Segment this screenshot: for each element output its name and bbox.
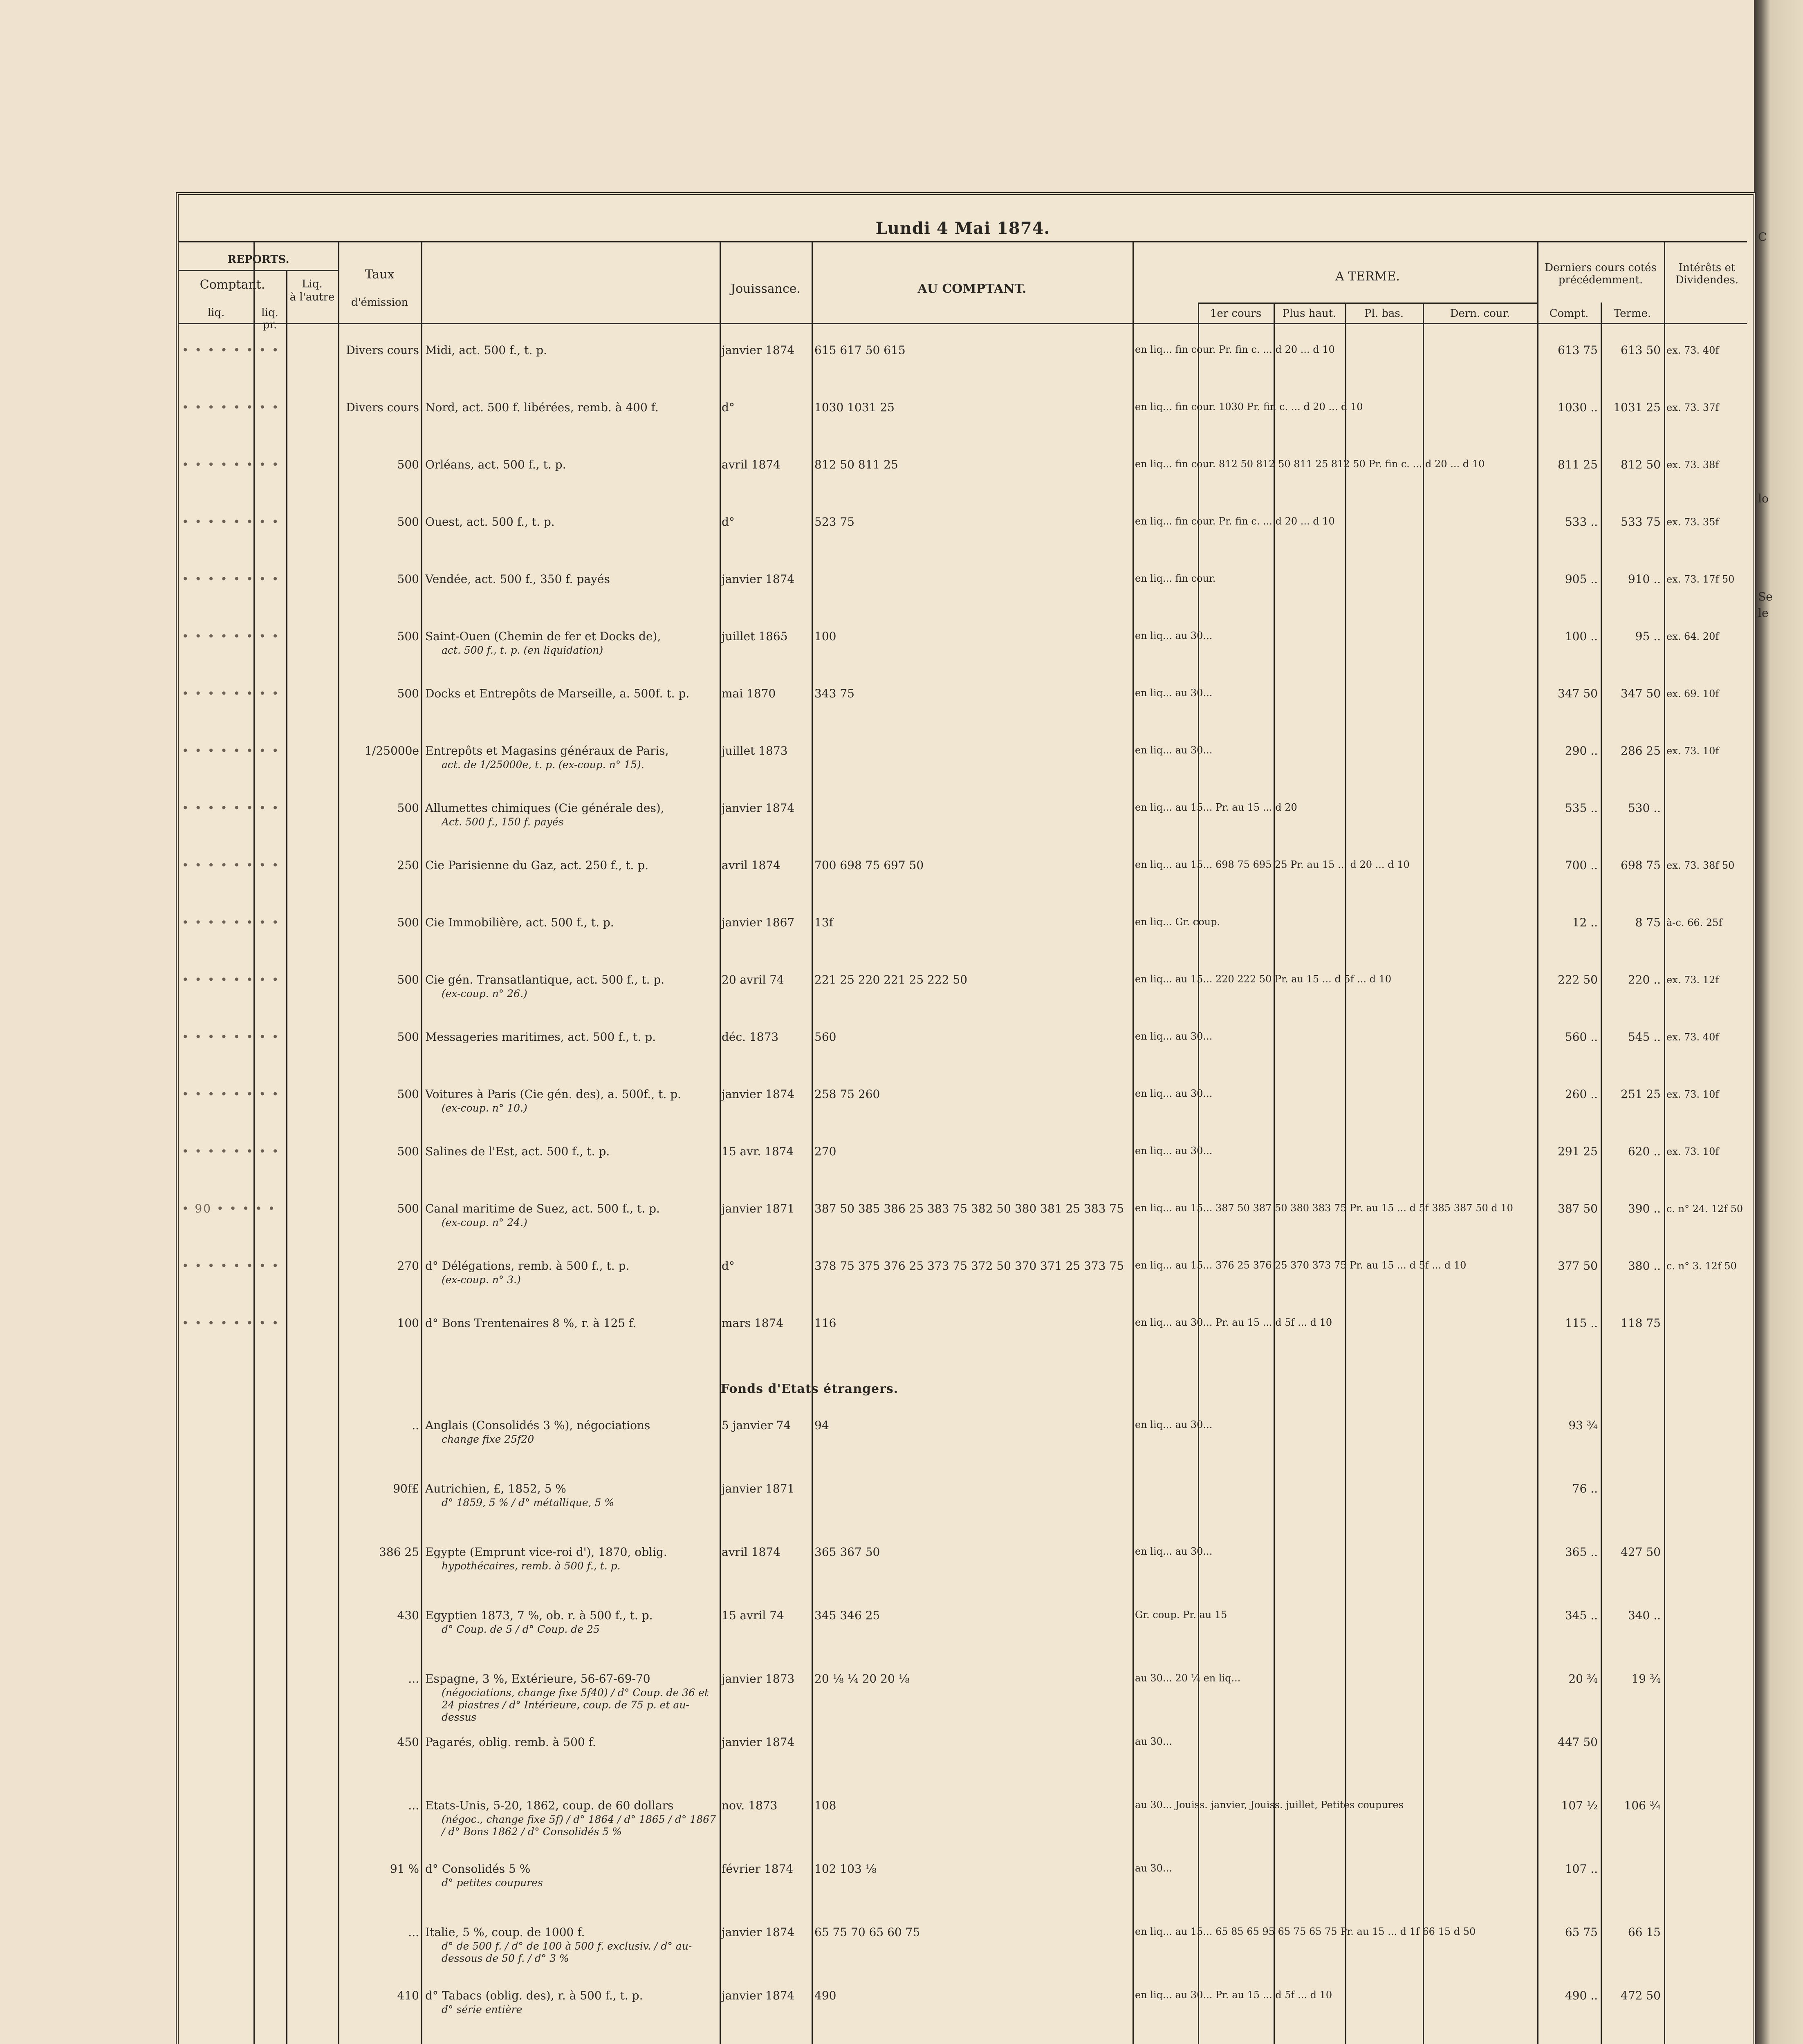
row-name: d° Bons Trentenaires 8 %, r. à 125 f. [425,1316,637,1330]
row-terme: en liq... au 15... 387 50 387 50 380 383 75 Pr. au 15 ... d 5f 385 387 50 d 10 [1135,1202,1513,1214]
row-jouissance: janvier 1867 [722,916,795,929]
fonds-row-taux: ... [408,1925,419,1939]
row-reports: • • • • • • • • [182,1087,280,1101]
fonds-row-terme: au 30... [1135,1862,1172,1874]
row-interets: ex. 73. 10f [1666,1146,1719,1157]
row-reports: • • • • • • • • [182,1316,280,1330]
fonds-row-sub: d° série entière [442,2004,523,2015]
row-terme: en liq... au 30... [1135,1031,1213,1042]
row-prev-compt: 260 .. [1565,1087,1598,1101]
dernier-cours-header: Dern. cour. [1450,307,1510,320]
row-taux: 500 [397,1030,419,1044]
col-rule [421,241,422,2044]
col-rule [338,241,339,2044]
row-prev-terme: 347 50 [1621,687,1661,700]
fonds-row-taux: 90f£ [393,1482,419,1495]
row-taux: 500 [397,1087,419,1101]
fonds-row-name: Espagne, 3 %, Extérieure, 56-67-69-70 [425,1672,650,1685]
row-reports: • • • • • • • • [182,916,280,929]
row-reports: • • • • • • • • [182,401,280,414]
fonds-row-jouissance: janvier 1874 [722,1925,795,1939]
fonds-row-jouissance: 5 janvier 74 [722,1419,791,1432]
row-prev-terme: 620 .. [1628,1145,1661,1158]
row-prev-terme: 910 .. [1628,572,1661,586]
fonds-row-prev-terme: 472 50 [1621,1989,1661,2002]
row-prev-compt: 613 75 [1558,343,1598,357]
fonds-row-terme: en liq... au 30... [1135,1546,1213,1557]
row-reports: • • • • • • • • [182,687,280,700]
row-comptant: 812 50 811 25 [814,458,898,471]
row-interets: ex. 73. 40f [1666,1031,1719,1043]
fonds-row-sub: d° 1859, 5 % / d° métallique, 5 % [442,1497,614,1508]
row-prev-compt: 222 50 [1558,973,1598,986]
fonds-row-terme: au 30... [1135,1736,1172,1747]
row-prev-compt: 387 50 [1558,1202,1598,1215]
row-comptant: 343 75 [814,687,854,700]
fonds-row-taux: 386 25 [379,1545,419,1559]
row-terme: en liq... au 30... Pr. au 15 ... d 5f ... d 10 [1135,1317,1332,1328]
row-comptant: 560 [814,1030,836,1044]
row-sub: (ex-coup. n° 24.) [442,1217,527,1228]
row-prev-compt: 290 .. [1565,744,1598,758]
premier-cours-header: 1er cours [1210,307,1262,320]
fonds-row-prev-compt: 447 50 [1558,1735,1598,1749]
col-rule [720,241,721,2044]
fonds-row-sub: d° petites coupures [442,1877,543,1889]
row-name: Messageries maritimes, act. 500 f., t. p. [425,1030,656,1044]
row-name: Midi, act. 500 f., t. p. [425,343,547,357]
row-interets: ex. 73. 38f 50 [1666,860,1735,871]
fonds-row-terme: Gr. coup. Pr. au 15 [1135,1609,1227,1620]
row-prev-compt: 115 .. [1565,1316,1598,1330]
row-prev-compt: 905 .. [1565,572,1598,586]
row-terme: en liq... au 15... 698 75 695 25 Pr. au 15 ... d 20 ... d 10 [1135,859,1410,870]
row-prev-terme: 380 .. [1628,1259,1661,1273]
row-taux: 270 [397,1259,419,1273]
fonds-row-sub: hypothécaires, remb. à 500 f., t. p. [442,1560,621,1572]
row-jouissance: janvier 1874 [722,343,795,357]
row-taux: Divers cours [346,343,419,357]
fonds-row-comptant: 102 103 ⅛ [814,1862,877,1876]
row-jouissance: d° [722,401,735,414]
row-interets: ex. 64. 20f [1666,631,1719,642]
row-name: Entrepôts et Magasins généraux de Paris, [425,744,669,758]
fonds-row-prev-terme: 66 15 [1628,1925,1661,1939]
row-interets: à-c. 66. 25f [1666,917,1722,928]
fonds-row-taux: 430 [397,1609,419,1622]
row-sub: (ex-coup. n° 10.) [442,1102,527,1114]
liq-short-header: liq. [207,307,225,319]
row-taux: 500 [397,515,419,529]
fonds-row-taux: 410 [397,1989,419,2002]
fonds-row-sub: d° de 500 f. / d° de 100 à 500 f. exclusiv. / d° au-dessous de 50 f. / d° 3 % [442,1940,692,1964]
liq-header: Liq. [302,278,323,290]
row-taux: 500 [397,973,419,986]
page-title: Lundi 4 Mai 1874. [875,219,1050,238]
row-comptant: 221 25 220 221 25 222 50 [814,973,968,986]
fonds-row-prev-compt: 20 ¾ [1568,1672,1598,1685]
row-interets: ex. 73. 35f [1666,516,1719,528]
row-terme: en liq... au 30... [1135,744,1213,756]
row-terme: en liq... au 15... 220 222 50 Pr. au 15 ... d 5f ... d 10 [1135,973,1392,985]
row-prev-terme: 1031 25 [1613,401,1661,414]
row-name: Vendée, act. 500 f., 350 f. payés [425,572,610,586]
row-jouissance: 20 avril 74 [722,973,784,986]
col-rule [1423,303,1424,2044]
row-prev-compt: 533 .. [1565,515,1598,529]
fonds-row-terme: en liq... au 15... 65 85 65 95 65 75 65 75 Pr. au 15 ... d 1f 66 15 d 50 [1135,1926,1476,1937]
row-taux: 500 [397,572,419,586]
row-comptant: 615 617 50 615 [814,343,906,357]
taux-header: Taux [365,267,395,282]
fonds-row-jouissance: nov. 1873 [722,1799,778,1812]
fonds-row-terme: au 30... 20 ¼ en liq... [1135,1672,1241,1684]
fonds-row-prev-terme: 106 ¾ [1624,1799,1661,1812]
fonds-row-terme: en liq... au 30... [1135,1419,1213,1430]
terme-header: Terme. [1613,307,1651,320]
fonds-row-name: Italie, 5 %, coup. de 1000 f. [425,1925,585,1939]
fonds-row-prev-compt: 76 .. [1572,1482,1598,1495]
row-terme: en liq... au 30... [1135,1145,1213,1156]
section-fonds-etrangers: Fonds d'Etats étrangers. [720,1382,899,1396]
row-interets: ex. 73. 17f 50 [1666,574,1735,585]
fonds-row-taux: ... [408,1672,419,1685]
row-name: Voitures à Paris (Cie gén. des), a. 500f., t. p. [425,1087,682,1101]
a-terme-header: A TERME. [1335,269,1400,284]
row-interets: c. n° 3. 12f 50 [1666,1260,1737,1272]
row-name: Docks et Entrepôts de Marseille, a. 500f. t. p. [425,687,690,700]
row-interets: ex. 69. 10f [1666,688,1719,699]
fonds-row-prev-compt: 345 .. [1565,1609,1598,1622]
fonds-row-taux: ... [408,1799,419,1812]
row-name: Allumettes chimiques (Cie générale des), [425,801,664,815]
fonds-row-comptant: 20 ⅛ ¼ 20 20 ⅛ [814,1672,910,1685]
row-reports: • • • • • • • • [182,858,280,872]
fonds-row-jouissance: janvier 1873 [722,1672,795,1685]
row-comptant: 100 [814,630,836,643]
row-prev-terme: 118 75 [1621,1316,1661,1330]
fonds-row-jouissance: janvier 1871 [722,1482,795,1495]
row-comptant: 258 75 260 [814,1087,880,1101]
derniers-cours-header: Derniers cours cotés précédemment. [1545,262,1657,286]
col-rule [253,241,255,2044]
row-prev-terme: 613 50 [1621,343,1661,357]
row-name: Cie Parisienne du Gaz, act. 250 f., t. p. [425,858,649,872]
row-jouissance: janvier 1871 [722,1202,795,1215]
row-prev-terme: 530 .. [1628,801,1661,815]
reports-header: REPORTS. [227,253,289,266]
col-rule [1198,303,1199,2044]
row-reports: • • • • • • • • [182,973,280,986]
row-taux: 500 [397,630,419,643]
pl-bas-header: Pl. bas. [1364,307,1404,320]
fonds-row-name: d° Tabacs (oblig. des), r. à 500 f., t. p. [425,1989,643,2002]
interets-header: Intérêts et Dividendes. [1675,262,1739,286]
taux-sub-header: d'émission [351,296,408,309]
liq-pr-header: liq. pr. [261,307,278,331]
row-prev-terme: 8 75 [1635,916,1661,929]
fonds-row-jouissance: 15 avril 74 [722,1609,784,1622]
row-name: Saint-Ouen (Chemin de fer et Docks de), [425,630,661,643]
row-prev-compt: 347 50 [1558,687,1598,700]
compt-header: Compt. [1549,307,1589,320]
row-comptant: 1030 1031 25 [814,401,895,414]
fonds-row-sub: d° Coup. de 5 / d° Coup. de 25 [442,1623,600,1635]
col-rule [1132,241,1134,2044]
row-reports: • • • • • • • • [182,744,280,758]
row-jouissance: mai 1870 [722,687,776,700]
row-taux: 1/25000e [365,744,419,758]
fonds-row-sub: (négoc., change fixe 5f) / d° 1864 / d° 1865 / d° 1867 / d° Bons 1862 / d° Consolidés 5 % [442,1813,716,1838]
fonds-row-prev-compt: 93 ¾ [1568,1419,1598,1432]
row-terme: en liq... fin cour. Pr. fin c. ... d 20 ... d 10 [1135,515,1335,527]
row-jouissance: avril 1874 [722,458,780,471]
fonds-row-terme: au 30... Jouiss. janvier, Jouiss. juillet, Petites coupures [1135,1799,1404,1811]
row-prev-compt: 535 .. [1565,801,1598,815]
row-interets: ex. 73. 37f [1666,402,1719,413]
row-terme: en liq... fin cour. Pr. fin c. ... d 20 ... d 10 [1135,344,1335,355]
row-jouissance: 15 avr. 1874 [722,1145,794,1158]
fonds-row-name: Autrichien, £, 1852, 5 % [425,1482,566,1495]
row-prev-terme: 545 .. [1628,1030,1661,1044]
fonds-row-name: Etats-Unis, 5-20, 1862, coup. de 60 dollars [425,1799,674,1812]
row-reports: • • • • • • • • [182,1030,280,1044]
row-terme: en liq... fin cour. 812 50 812 50 811 25 812 50 Pr. fin c. ... d 20 ... d 10 [1135,458,1485,470]
fonds-row-sub: change fixe 25f20 [442,1433,534,1445]
fonds-row-prev-terme: 19 ¾ [1631,1672,1661,1685]
fonds-row-taux: 450 [397,1735,419,1749]
fonds-row-jouissance: avril 1874 [722,1545,780,1559]
row-jouissance: juillet 1865 [722,630,788,643]
row-taux: 250 [397,858,419,872]
row-taux: 500 [397,1145,419,1158]
fonds-row-jouissance: janvier 1874 [722,1989,795,2002]
fonds-row-prev-compt: 107 ½ [1561,1799,1598,1812]
row-taux: 500 [397,687,419,700]
row-interets: ex. 73. 38f [1666,459,1719,471]
fonds-row-jouissance: février 1874 [722,1862,794,1876]
col-rule [1664,241,1665,2044]
row-reports: • • • • • • • • [182,1145,280,1158]
row-taux: 500 [397,458,419,471]
row-jouissance: déc. 1873 [722,1030,779,1044]
row-name: Salines de l'Est, act. 500 f., t. p. [425,1145,610,1158]
row-reports: • • • • • • • • [182,515,280,529]
row-name: Orléans, act. 500 f., t. p. [425,458,566,471]
row-sub: act. de 1/25000e, t. p. (ex-coup. n° 15). [442,759,644,771]
row-comptant: 13f [814,916,833,929]
row-jouissance: juillet 1873 [722,744,788,758]
row-comptant: 387 50 385 386 25 383 75 382 50 380 381 25 383 75 [814,1202,1124,1215]
row-name: Canal maritime de Suez, act. 500 f., t. p. [425,1202,660,1215]
row-interets: c. n° 24. 12f 50 [1666,1203,1743,1215]
row-prev-terme: 220 .. [1628,973,1661,986]
row-comptant: 523 75 [814,515,854,529]
fonds-row-prev-compt: 65 75 [1565,1925,1598,1939]
row-terme: en liq... au 30... [1135,1088,1213,1099]
fonds-row-prev-terme: 427 50 [1621,1545,1661,1559]
col-rule [286,270,287,2044]
row-prev-terme: 698 75 [1621,858,1661,872]
row-reports: • • • • • • • • [182,1259,280,1273]
row-prev-compt: 12 .. [1572,916,1598,929]
row-reports: • 90 • • • • • [182,1202,276,1215]
row-prev-compt: 700 .. [1565,858,1598,872]
row-name: d° Délégations, remb. à 500 f., t. p. [425,1259,630,1273]
col-rule [1345,303,1346,2044]
row-prev-compt: 377 50 [1558,1259,1598,1273]
row-sub: (ex-coup. n° 3.) [442,1274,521,1286]
plus-haut-header: Plus haut. [1282,307,1337,320]
header-rule-bottom [179,323,1747,324]
fonds-row-comptant: 345 346 25 [814,1609,880,1622]
row-terme: en liq... au 30... [1135,687,1213,699]
row-prev-compt: 560 .. [1565,1030,1598,1044]
fonds-row-terme: en liq... au 30... Pr. au 15 ... d 5f ... d 10 [1135,1989,1332,2001]
row-name: Ouest, act. 500 f., t. p. [425,515,555,529]
row-name: Cie Immobilière, act. 500 f., t. p. [425,916,614,929]
row-terme: en liq... fin cour. [1135,573,1216,584]
fonds-row-taux: 91 % [390,1862,419,1876]
fonds-row-comptant: 108 [814,1799,836,1812]
fonds-row-name: Anglais (Consolidés 3 %), négociations [425,1419,650,1432]
fonds-row-name: Pagarés, oblig. remb. à 500 f. [425,1735,596,1749]
row-comptant: 116 [814,1316,836,1330]
fonds-row-prev-compt: 490 .. [1565,1989,1598,2002]
row-interets: ex. 73. 10f [1666,745,1719,757]
fragment: Se [1758,590,1773,603]
row-taux: 500 [397,1202,419,1215]
row-prev-terme: 533 75 [1621,515,1661,529]
fonds-row-comptant: 365 367 50 [814,1545,880,1559]
row-reports: • • • • • • • • [182,630,280,643]
au-comptant-header: AU COMPTANT. [917,282,1027,296]
fragment: lo [1758,492,1769,505]
row-taux: Divers cours [346,401,419,414]
row-sub: Act. 500 f., 150 f. payés [442,816,564,828]
row-terme: en liq... au 30... [1135,630,1213,641]
row-reports: • • • • • • • • [182,458,280,471]
row-prev-terme: 812 50 [1621,458,1661,471]
row-terme: en liq... fin cour. 1030 Pr. fin c. ... d 20 ... d 10 [1135,401,1363,412]
row-interets: ex. 73. 10f [1666,1089,1719,1100]
row-interets: ex. 73. 12f [1666,974,1719,986]
fonds-row-comptant: 65 75 70 65 60 75 [814,1925,920,1939]
row-name: Cie gén. Transatlantique, act. 500 f., t. p. [425,973,665,986]
fonds-row-name: d° Consolidés 5 % [425,1862,531,1876]
fonds-row-prev-compt: 365 .. [1565,1545,1598,1559]
row-comptant: 270 [814,1145,836,1158]
reports-rule [179,270,338,271]
fonds-row-taux: .. [412,1419,419,1432]
fonds-row-name: Egyptien 1873, 7 %, ob. r. à 500 f., t. p. [425,1609,653,1622]
row-interets: ex. 73. 40f [1666,345,1719,356]
row-jouissance: d° [722,1259,735,1273]
row-prev-compt: 1030 .. [1558,401,1598,414]
terme-rule [1198,303,1537,304]
col-rule [1537,241,1538,2044]
row-terme: en liq... au 15... Pr. au 15 ... d 20 [1135,802,1297,813]
row-taux: 500 [397,801,419,815]
row-jouissance: avril 1874 [722,858,780,872]
fragment: C [1758,230,1767,244]
row-sub: act. 500 f., t. p. (en liquidation) [442,644,603,656]
row-prev-terme: 286 25 [1621,744,1661,758]
row-taux: 500 [397,916,419,929]
col-rule [812,241,813,2044]
col-rule [1601,303,1602,2044]
row-name: Nord, act. 500 f. libérées, remb. à 400 f. [425,401,659,414]
row-terme: en liq... au 15... 376 25 376 25 370 373 75 Pr. au 15 ... d 5f ... d 10 [1135,1260,1467,1271]
fonds-row-jouissance: janvier 1874 [722,1735,795,1749]
row-prev-compt: 811 25 [1558,458,1598,471]
row-jouissance: janvier 1874 [722,1087,795,1101]
row-reports: • • • • • • • • [182,343,280,357]
header-rule-top [179,241,1747,242]
fonds-row-sub: (négociations, change fixe 5f40) / d° Coup. de 36 et 24 piastres / d° Intérieure, coup. de 75 p. et au-dessus [442,1687,709,1723]
fonds-row-prev-compt: 107 .. [1565,1862,1598,1876]
fonds-row-comptant: 490 [814,1989,836,2002]
row-reports: • • • • • • • • [182,801,280,815]
row-jouissance: janvier 1874 [722,801,795,815]
row-jouissance: d° [722,515,735,529]
row-reports: • • • • • • • • [182,572,280,586]
row-comptant: 378 75 375 376 25 373 75 372 50 370 371 25 373 75 [814,1259,1124,1273]
row-jouissance: mars 1874 [722,1316,784,1330]
row-terme: en liq... Gr. coup. [1135,916,1220,928]
fonds-row-comptant: 94 [814,1419,829,1432]
row-prev-terme: 251 25 [1621,1087,1661,1101]
fonds-row-prev-terme: 340 .. [1628,1609,1661,1622]
right-margin-fragments [1758,229,1799,621]
row-prev-compt: 291 25 [1558,1145,1598,1158]
row-taux: 100 [397,1316,419,1330]
jouissance-header: Jouissance. [730,282,801,296]
row-jouissance: janvier 1874 [722,572,795,586]
col-rule [1274,303,1275,2044]
row-prev-compt: 100 .. [1565,630,1598,643]
row-comptant: 700 698 75 697 50 [814,858,924,872]
row-prev-terme: 95 .. [1635,630,1661,643]
comptant-header: Comptant. [200,278,265,292]
row-prev-terme: 390 .. [1628,1202,1661,1215]
fragment: le [1758,606,1769,620]
a-lautre-header: à l'autre [289,291,335,303]
fonds-row-name: Egypte (Emprunt vice-roi d'), 1870, oblig. [425,1545,667,1559]
row-sub: (ex-coup. n° 26.) [442,988,527,1000]
